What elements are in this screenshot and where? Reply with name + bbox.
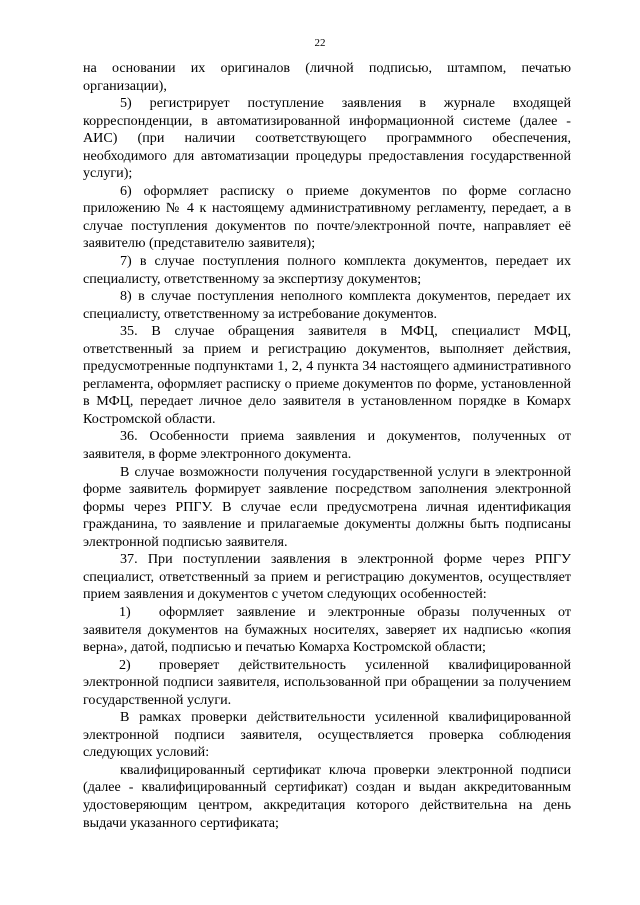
paragraph-item-6: 6) оформляет расписку о приеме документов по форме согласно приложению № 4 к настоящему административному регламенту, передает, а в случае поступления документов по почте/электронной почте, направляет её заявителю (представителю заявителя); [83,182,571,252]
paragraph-item-7: 7) в случае поступления полного комплекта документов, передает их специалисту, ответственному за экспертизу документов; [83,253,571,287]
paragraph-continuation: на основании их оригиналов (личной подписью, штампом, печатью организации), [83,60,571,94]
paragraph-clause-37: 37. При поступлении заявления в электронной форме через РПГУ специалист, ответственный за прием и регистрацию документов, осуществляет прием заявления и документов с учетом следующих особенностей: [83,551,571,603]
paragraph-clause-36: 36. Особенности приема заявления и документов, полученных от заявителя, в форме электронного документа. [83,428,571,463]
paragraph-electronic-form: В случае возможности получения государственной услуги в электронной форме заявитель формирует заявление посредством заполнения электронной формы через РПГУ. В случае если предусмотрена личная идентификация гражданина, то заявление и прилагаемые документы должны быть подписаны электронной подписью заявителя. [83,463,571,550]
paragraph-item-5: 5) регистрирует поступление заявления в журнале входящей корреспонденции, в автоматизированной информационной системе (далее - АИС) (при наличии соответствующего программного обеспечения, необходимого для автоматизации процедуры предоставления государственной услуги); [83,95,571,182]
paragraph-certificate-condition: квалифицированный сертификат ключа проверки электронной подписи (далее - квалифицированный сертификат) создан и выдан аккредитованным удостоверяющим центром, аккредитация которого действительна на день выдачи указанного сертификата; [83,761,571,831]
paragraph-sub-2: 2) проверяет действительность усиленной квалифицированной электронной подписи заявителя, использованной при обращении за получением государственной услуги. [83,656,571,708]
paragraph-sub-1: 1) оформляет заявление и электронные образы полученных от заявителя документов на бумажных носителях, заверяет их надписью «копия верна», датой, подписью и печатью Комарха Костромской области; [83,603,571,656]
paragraph-item-8: 8) в случае поступления неполного комплекта документов, передает их специалисту, ответственному за истребование документов. [83,288,571,322]
paragraph-signature-check: В рамках проверки действительности усиленной квалифицированной электронной подписи заявителя, осуществляется проверка соблюдения следующих условий: [83,709,571,761]
document-body [83,60,571,832]
paragraph-clause-35: 35. В случае обращения заявителя в МФЦ, специалист МФЦ, ответственный за прием и регистрацию документов, выполняет действия, предусмотренные подпунктами 1, 2, 4 пункта 34 настоящего административного регламента, оформляет расписку о приеме документов по форме, установленной в МФЦ, передает личное дело заявителя в установленном порядке в Комарх Костромской области. [83,323,571,427]
page-number: 22 [314,37,326,49]
